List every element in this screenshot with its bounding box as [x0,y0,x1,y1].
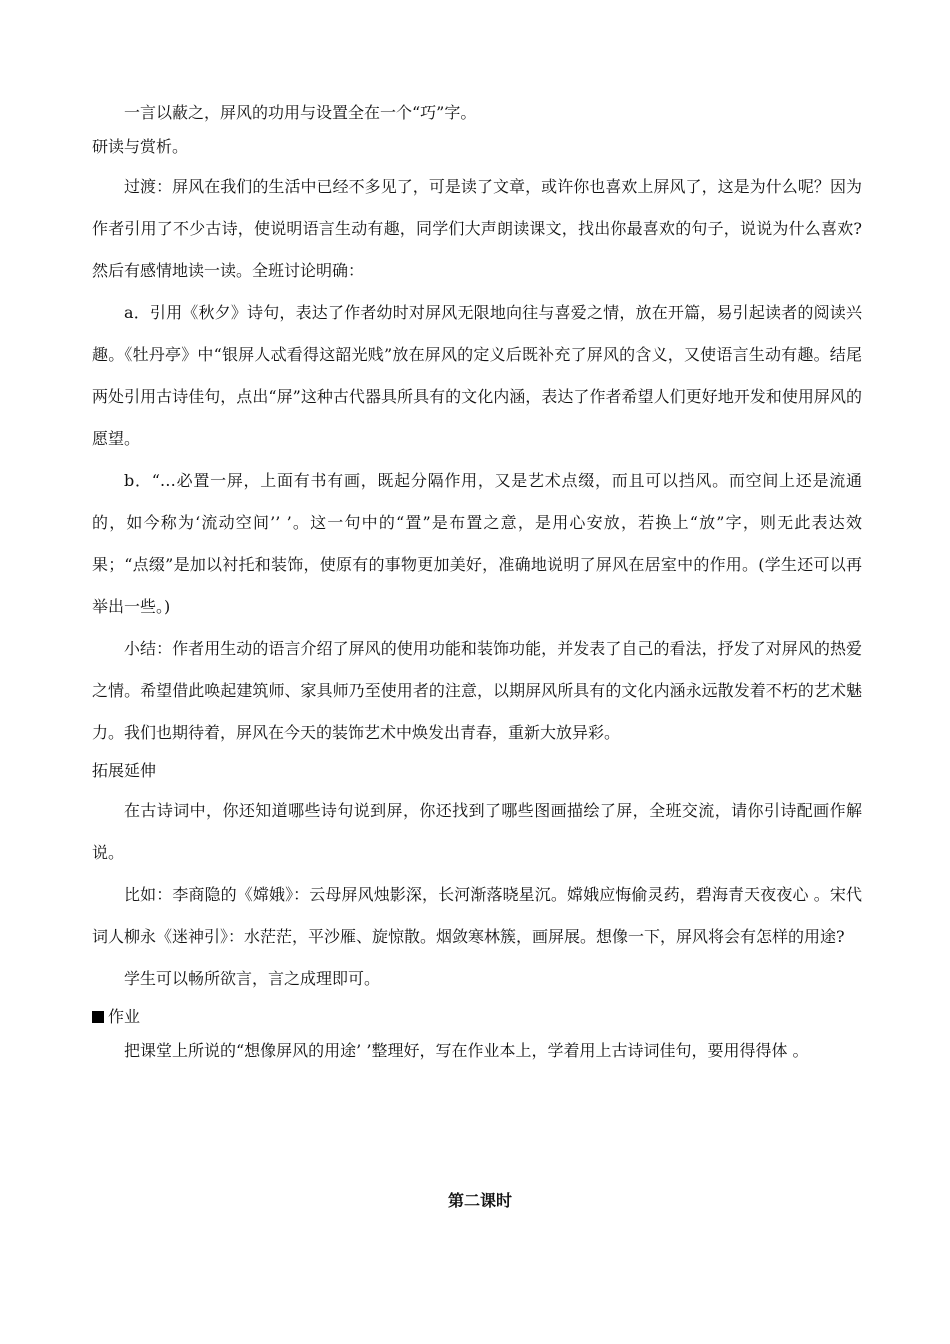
document-body [92,96,862,1068]
homework-heading-text: 作业 [108,1007,141,1026]
paragraph-extend: 在古诗词中，你还知道哪些诗句说到屏，你还找到了哪些图画描绘了屏，全班交流，请你引诗配画作解说。 [92,801,862,862]
lesson-title: 第二课时 [447,1191,512,1210]
paragraph-free-speech: 学生可以畅所欲言，言之成理即可。 [124,969,381,988]
black-square-bullet-icon [92,1011,104,1023]
paragraph-example: 比如：李商隐的《嫦娥》：云母屏风烛影深，长河渐落晓星沉。嫦娥应悔偷灵药，碧海青天夜夜心 。宋代词人柳永《迷神引》：水茫茫，平沙雁、旋惊散。烟敛寒林簇，画屏展。想像一下，屏风将会有怎样的用途? [92,885,862,946]
paragraph-conclusion: 一言以蔽之，屏风的功用与设置全在一个“巧”字。 [124,103,477,122]
section-heading-homework [92,1000,862,1034]
paragraph-point-b: b．“…必置一屏，上面有书有画，既起分隔作用，又是艺术点缀，而且可以挡风。而空间上还是流通的，如今称为‘流动空间’’ ’。这一句中的“置”是布置之意，是用心安放，若换上“放”字，则无此表达效果；“点缀”是加以衬托和装饰，使原有的事物更加美好，准确地说明了屏风在居室中的作用。(学生还可以再举出一些。) [92,471,862,616]
paragraph-transition: 过渡：屏风在我们的生活中已经不多见了，可是读了文章，或许你也喜欢上屏风了，这是为什么呢？因为作者引用了不少古诗，使说明语言生动有趣，同学们大声朗读课文，找出你最喜欢的句子，说说为什么喜欢?然后有感情地读一读。全班讨论明确： [92,177,862,280]
section-heading-study: 研读与赏析。 [92,137,189,156]
section-heading-extend: 拓展延伸 [92,761,157,780]
paragraph-homework: 把课堂上所说的“想像屏风的用途’ ’整理好，写在作业本上，学着用上古诗词佳句，要用得得体 。 [124,1041,809,1060]
paragraph-point-a: a．引用《秋夕》诗句，表达了作者幼时对屏风无限地向往与喜爱之情，放在开篇，易引起读者的阅读兴趣。《牡丹亭》中“银屏人忒看得这韶光贱”放在屏风的定义后既补充了屏风的含义，又使语言生动有趣。结尾两处引用古诗佳句，点出“屏”这种古代器具所具有的文化内涵，表达了作者希望人们更好地开发和使用屏风的愿望。 [92,303,862,448]
paragraph-summary: 小结：作者用生动的语言介绍了屏风的使用功能和装饰功能，并发表了自己的看法，抒发了对屏风的热爱之情。希望借此唤起建筑师、家具师乃至使用者的注意，以期屏风所具有的文化内涵永远散发着不朽的艺术魅力。我们也期待着，屏风在今天的装饰艺术中焕发出青春，重新大放异彩。 [92,639,862,742]
